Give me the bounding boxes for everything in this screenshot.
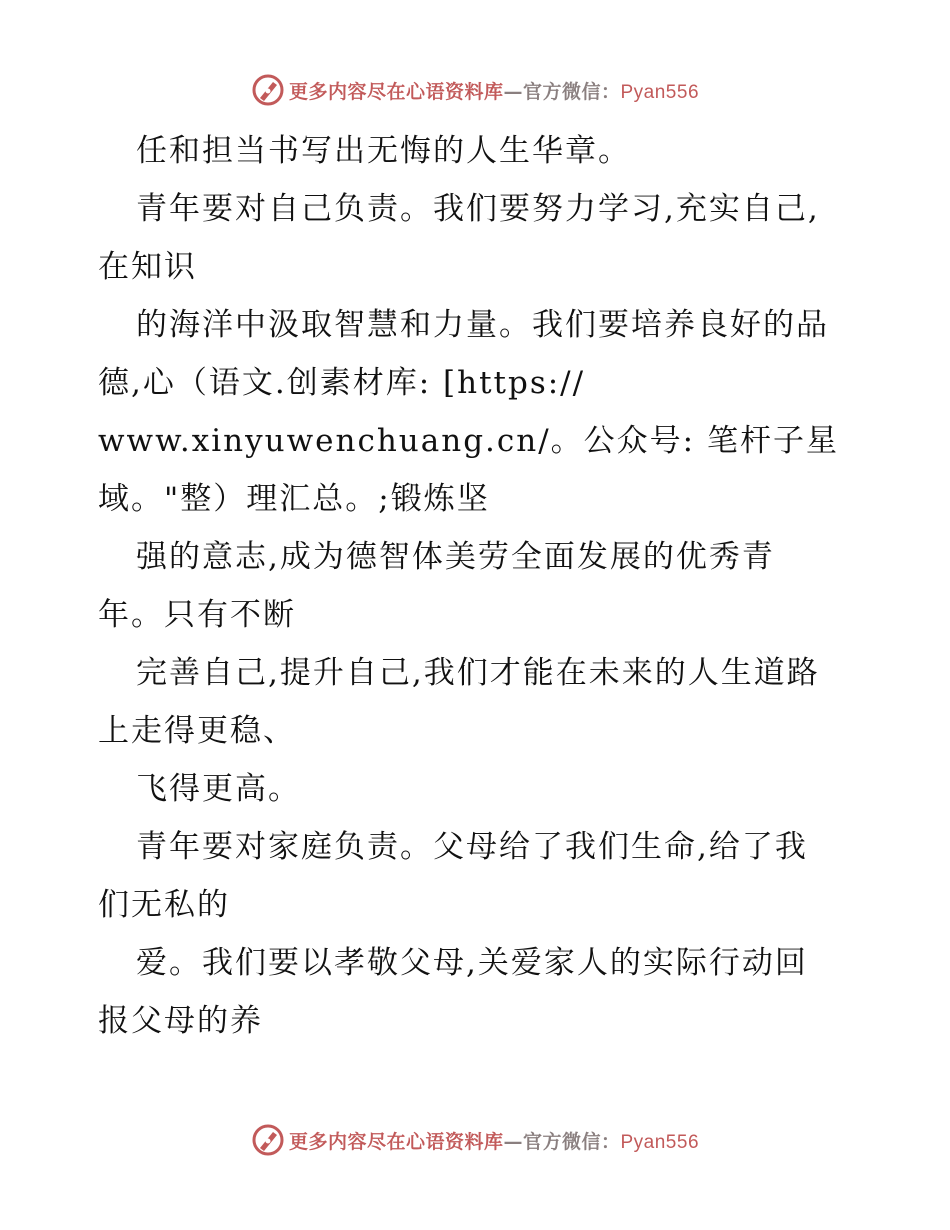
text-line: 任和担当书写出无悔的人生华章。 <box>136 133 631 169</box>
footer-banner <box>0 1120 950 1160</box>
text-line: 青年要对家庭负责。父母给了我们生命,给了我 <box>136 829 808 865</box>
banner-text <box>289 77 699 104</box>
banner-wechat-id: Pyan556 <box>620 1131 700 1153</box>
text-line: 上走得更稳、 <box>98 713 296 749</box>
text-line: www.xinyuwenchuang.cn/。公众号: 笔杆子星 <box>98 423 839 459</box>
header-banner <box>0 70 950 110</box>
text-line: 域。"整）理汇总。;锻炼坚 <box>98 481 490 517</box>
pen-nib-logo-icon <box>251 73 285 107</box>
text-line: 青年要对自己负责。我们要努力学习,充实自己, <box>136 191 820 227</box>
banner-text <box>289 1127 699 1154</box>
text-line: 的海洋中汲取智慧和力量。我们要培养良好的品 <box>136 307 829 343</box>
text-line: 在知识 <box>98 249 197 285</box>
banner-wechat-id: Pyan556 <box>620 81 700 103</box>
pen-nib-logo-icon <box>251 1123 285 1157</box>
text-line: 德,心（语文.创素材库: [https:// <box>98 365 586 401</box>
text-line: 强的意志,成为德智体美劳全面发展的优秀青 <box>136 539 775 575</box>
text-line: 们无私的 <box>98 887 230 923</box>
text-line: 爱。我们要以孝敬父母,关爱家人的实际行动回 <box>136 945 808 981</box>
document-body <box>98 122 918 1050</box>
banner-wechat-label: —官方微信： <box>503 1130 621 1153</box>
banner-site-name: 更多内容尽在心语资料库 <box>288 80 504 103</box>
banner-wechat-label: —官方微信： <box>503 80 621 103</box>
text-line: 报父母的养 <box>98 1003 263 1039</box>
text-line: 完善自己,提升自己,我们才能在未来的人生道路 <box>136 655 820 691</box>
text-line: 飞得更高。 <box>136 771 301 807</box>
text-line: 年。只有不断 <box>98 597 296 633</box>
banner-site-name: 更多内容尽在心语资料库 <box>288 1130 504 1153</box>
